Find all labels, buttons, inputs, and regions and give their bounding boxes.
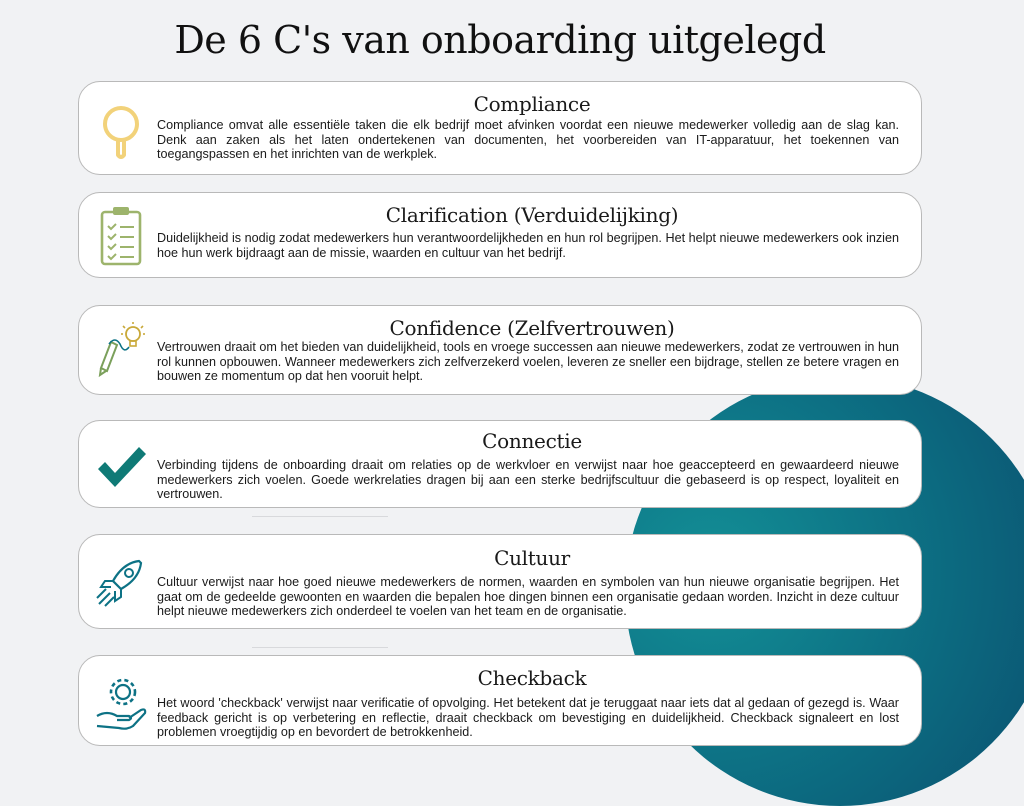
card-heading: Clarification (Verduidelijking) xyxy=(385,203,679,227)
card-checkback xyxy=(78,655,922,746)
card-heading: Checkback xyxy=(477,666,587,690)
divider xyxy=(252,516,388,517)
card-body: Cultuur verwijst naar hoe goed nieuwe medewerkers de normen, waarden en symbolen van hun nieuwe organisatie begrijpen. Het gaat om de gedeelde gewoonten en waarden die bepalen hoe dingen binnen een organisatie gedaan worden. Inzicht in deze cultuur helpt nieuwe medewerkers zich onderdeel te voelen van het team en de organisatie. xyxy=(157,575,899,619)
card-body: Het woord 'checkback' verwijst naar verificatie of opvolging. Het betekent dat je teruggaat naar iets dat al gedaan of gezegd is. Waar feedback gericht is op verbetering en reflectie, draait checkback om bevestiging en duidelijkheid. Checkback signaleert en lost problemen vroegtijdig op en bevordert de betrokkenheid. xyxy=(157,696,899,740)
clipboard-checklist-icon xyxy=(93,206,149,266)
pencil-lightbulb-icon xyxy=(93,320,149,380)
checkmark-icon xyxy=(93,435,149,495)
card-body: Compliance omvat alle essentiële taken die elk bedrijf moet afvinken voordat een nieuwe medewerker volledig aan de slag kan. Denk aan zaken als het laten ondertekenen van documenten, het voorbereiden van IT-apparatuur, het toekennen van toegangspassen en het inrichten van de werkplek. xyxy=(157,118,899,162)
gear-hand-icon xyxy=(93,672,149,732)
card-confidence xyxy=(78,305,922,395)
card-body: Duidelijkheid is nodig zodat medewerkers hun verantwoordelijkheden en hun rol begrijpen. Het helpt nieuwe medewerkers ook inzien hoe hun werk bijdraagt aan de missie, waarden en cultuur van het bedrijf. xyxy=(157,231,899,260)
rocket-icon xyxy=(93,555,149,615)
card-cultuur xyxy=(78,534,922,629)
card-heading: Compliance xyxy=(473,92,591,116)
divider xyxy=(252,647,388,648)
page-title: De 6 C's van onboarding uitgelegd xyxy=(174,18,826,62)
card-heading: Cultuur xyxy=(494,546,570,570)
card-body: Vertrouwen draait om het bieden van duidelijkheid, tools en vroege successen aan nieuwe medewerkers, zodat ze vertrouwen in hun rol kunnen opbouwen. Wanneer medewerkers zich zelfverzekerd voelen, leveren ze sneller een bijdrage, stellen ze betere vragen en bouwen ze momentum op dat hen vooruit helpt. xyxy=(157,340,899,384)
card-heading: Confidence (Zelfvertrouwen) xyxy=(389,316,675,340)
card-clarification xyxy=(78,192,922,278)
card-body: Verbinding tijdens de onboarding draait om relaties op de werkvloer en verwijst naar hoe geaccepteerd en gewaardeerd nieuwe medewerkers zich voelen. Goede werkrelaties dragen bij aan een sterke bedrijfscultuur die gebaseerd is op respect, loyaliteit en vertrouwen. xyxy=(157,458,899,502)
card-compliance xyxy=(78,81,922,175)
magnifier-icon xyxy=(93,100,149,160)
card-heading: Connectie xyxy=(482,429,582,453)
card-connectie xyxy=(78,420,922,508)
